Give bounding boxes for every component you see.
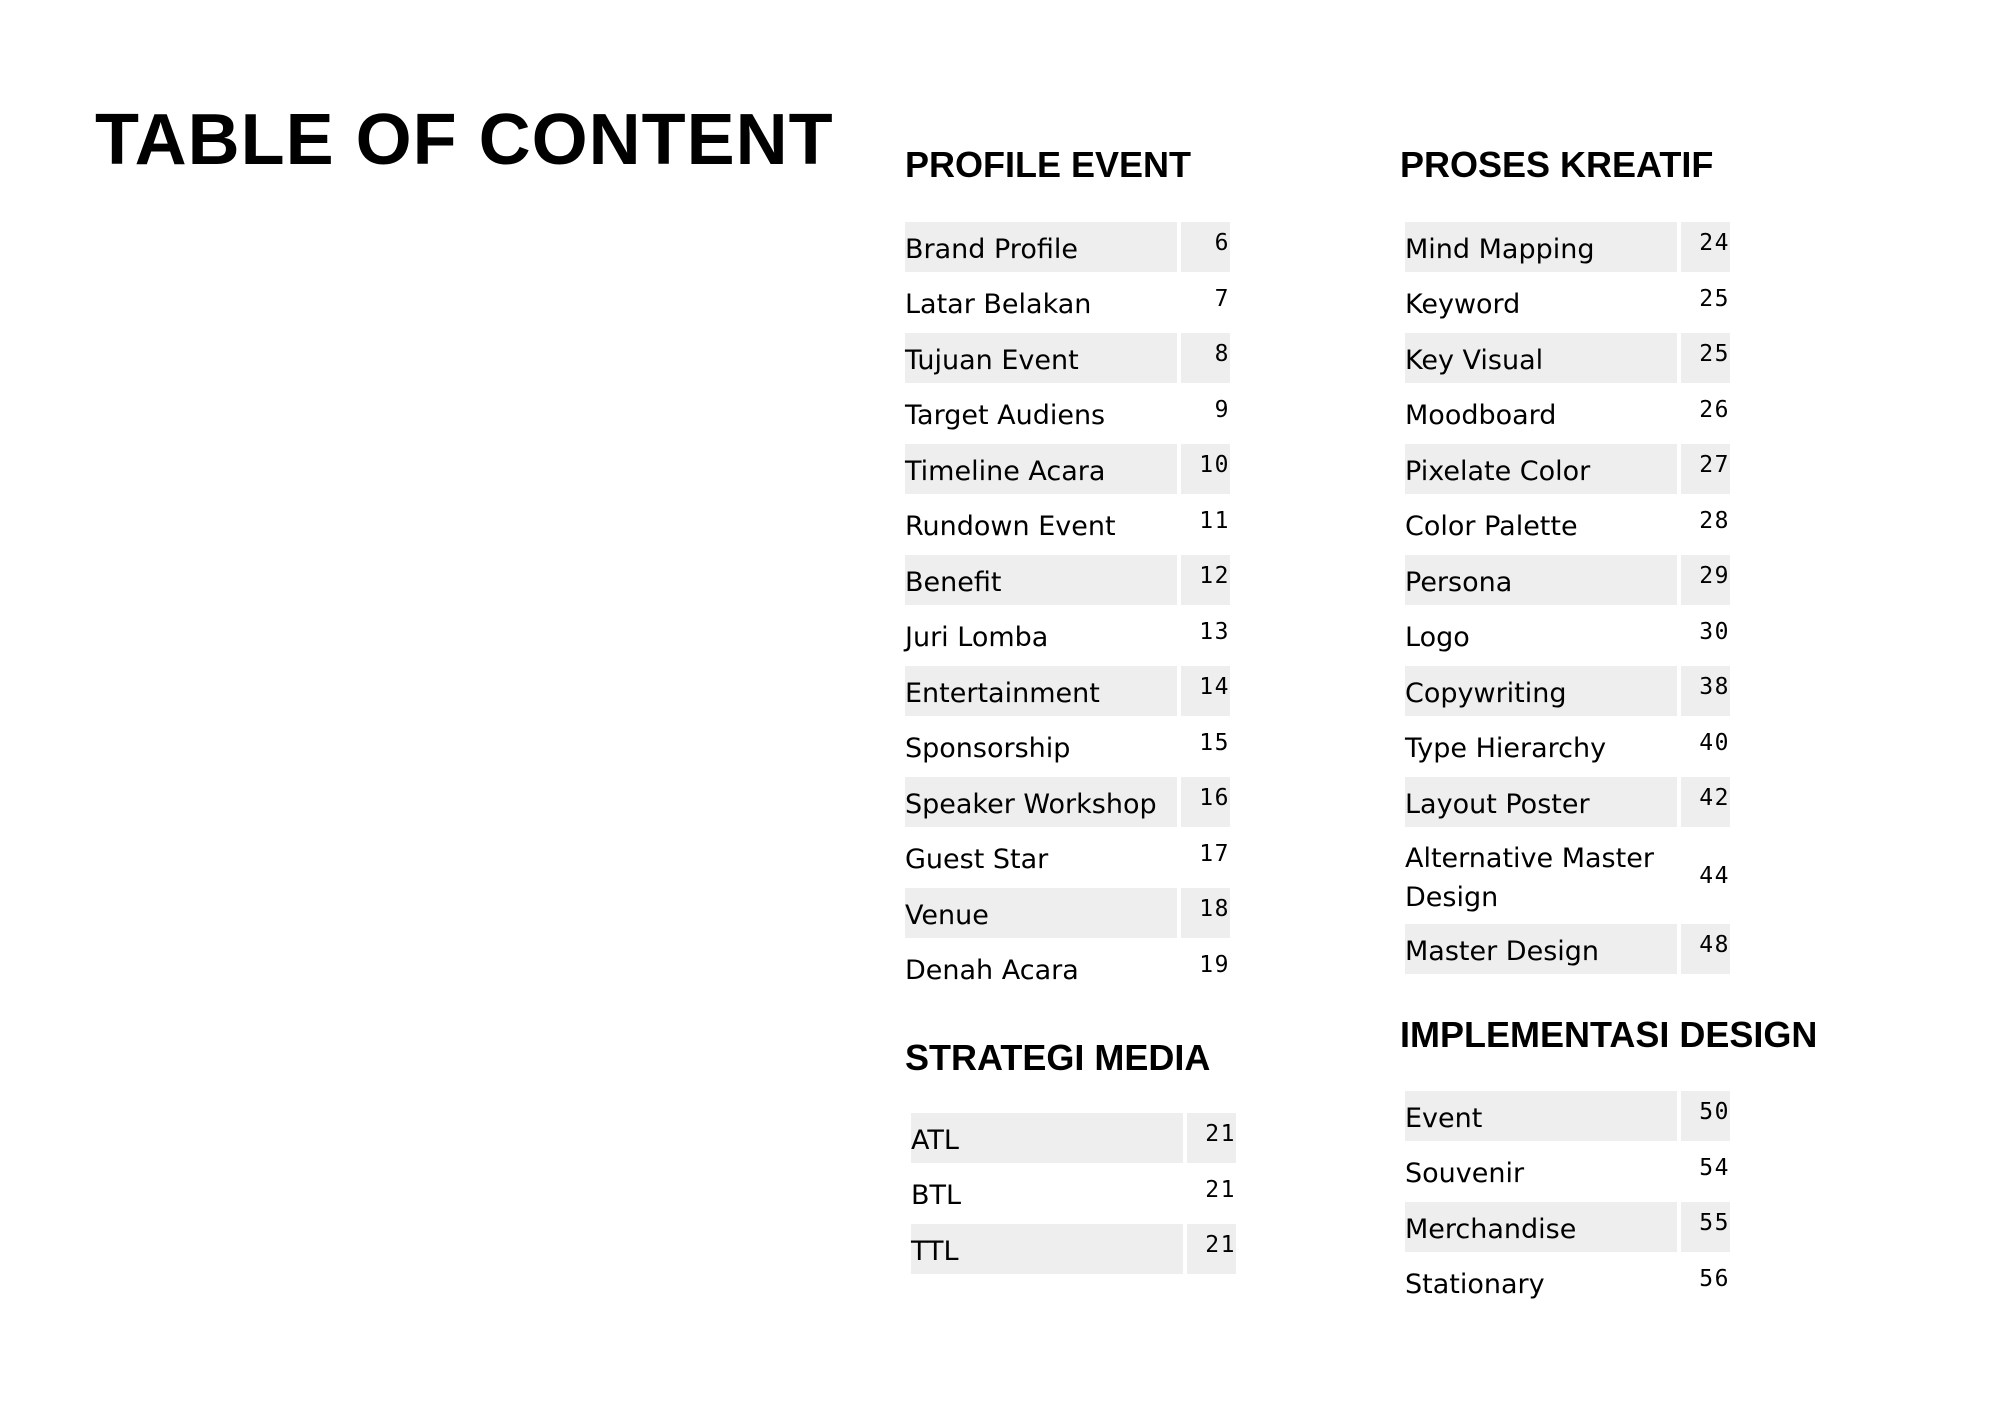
toc-entry-label: Keyword	[1405, 289, 1521, 320]
toc-entry-label: Tujuan Event	[905, 344, 1079, 376]
toc-entry-label: Key Visual	[1405, 344, 1544, 376]
toc-row	[905, 833, 1230, 883]
toc-row	[1405, 444, 1730, 494]
toc-page-number: 25	[1699, 341, 1730, 367]
toc-page-number: 9	[1214, 396, 1230, 423]
toc-page-number: 6	[1214, 230, 1230, 256]
toc-entry-label: Venue	[905, 899, 989, 931]
toc-entry-label: Guest Star	[905, 844, 1049, 875]
toc-page-number: 21	[1205, 1121, 1236, 1147]
toc-row	[1405, 833, 1730, 919]
toc-entry-label: Master Design	[1405, 935, 1600, 967]
toc-entry-label: Entertainment	[905, 677, 1100, 709]
toc-row	[1405, 1091, 1730, 1141]
toc-row	[1405, 222, 1730, 272]
toc-row	[905, 333, 1230, 383]
toc-entry-label: Benefit	[905, 566, 1002, 598]
toc-page-number: 8	[1214, 341, 1230, 367]
toc-page-number: 44	[1699, 862, 1730, 889]
toc-entry-label: Juri Lomba	[905, 622, 1049, 653]
toc-page-number: 26	[1699, 396, 1730, 423]
toc-list-strategi-media	[911, 1113, 1236, 1280]
toc-entry-label: Persona	[1405, 566, 1513, 598]
toc-page-number: 56	[1699, 1265, 1730, 1292]
toc-page-number: 10	[1199, 452, 1230, 478]
toc-entry-label: Stationary	[1405, 1269, 1545, 1300]
toc-row	[911, 1113, 1236, 1163]
toc-page-number: 11	[1199, 507, 1230, 534]
toc-page-number: 14	[1199, 674, 1230, 700]
toc-row	[1405, 555, 1730, 605]
toc-entry-label: TTL	[911, 1235, 959, 1267]
toc-list-implementasi-design	[1405, 1091, 1730, 1313]
toc-page-number: 29	[1699, 563, 1730, 589]
toc-page-number: 7	[1214, 285, 1230, 312]
toc-entry-label: ATL	[911, 1124, 959, 1156]
toc-row	[1405, 1147, 1730, 1197]
toc-row	[1405, 924, 1730, 974]
toc-row	[1405, 777, 1730, 827]
toc-entry-label: Mind Mapping	[1405, 233, 1595, 265]
toc-row	[1405, 666, 1730, 716]
toc-row	[905, 944, 1230, 994]
toc-page-number: 28	[1699, 507, 1730, 534]
toc-row	[1405, 389, 1730, 439]
toc-list-profile-event	[905, 222, 1230, 999]
toc-entry-label: Alternative Master Design	[1405, 842, 1654, 913]
section-heading-strategi-media: STRATEGI MEDIA	[905, 1037, 1211, 1078]
toc-row	[905, 888, 1230, 938]
toc-row	[905, 722, 1230, 772]
toc-entry-label: Sponsorship	[905, 733, 1071, 764]
toc-row	[905, 444, 1230, 494]
toc-row	[905, 222, 1230, 272]
section-heading-proses-kreatif: PROSES KREATIF	[1400, 144, 1714, 185]
toc-entry-label: Color Palette	[1405, 511, 1578, 542]
toc-entry-label: Logo	[1405, 622, 1470, 653]
toc-page-number: 18	[1199, 896, 1230, 922]
toc-row	[1405, 278, 1730, 328]
section-heading-implementasi-design: IMPLEMENTASI DESIGN	[1400, 1014, 1818, 1055]
toc-entry-label: Layout Poster	[1405, 788, 1590, 820]
toc-row	[1405, 722, 1730, 772]
toc-list-proses-kreatif	[1405, 222, 1730, 980]
toc-entry-label: Latar Belakan	[905, 289, 1092, 320]
toc-row	[1405, 333, 1730, 383]
toc-row	[911, 1224, 1236, 1274]
toc-page-number: 13	[1199, 618, 1230, 645]
toc-page-number: 50	[1699, 1099, 1730, 1125]
toc-row	[1405, 611, 1730, 661]
toc-row	[905, 666, 1230, 716]
toc-page-number: 12	[1199, 563, 1230, 589]
toc-page-number: 25	[1699, 285, 1730, 312]
toc-entry-label: Brand Profile	[905, 233, 1078, 265]
toc-page-number: 21	[1205, 1176, 1236, 1203]
toc-page-number: 27	[1699, 452, 1730, 478]
toc-row	[905, 777, 1230, 827]
toc-entry-label: Target Audiens	[905, 400, 1106, 431]
page-title: TABLE OF CONTENT	[95, 100, 834, 180]
toc-entry-label: BTL	[911, 1180, 962, 1211]
toc-row	[1405, 500, 1730, 550]
toc-entry-label: Timeline Acara	[905, 455, 1106, 487]
toc-page-number: 17	[1199, 840, 1230, 867]
toc-page-number: 55	[1699, 1210, 1730, 1236]
toc-page-number: 19	[1199, 951, 1230, 978]
toc-page-number: 16	[1199, 785, 1230, 811]
toc-row	[905, 389, 1230, 439]
toc-row	[1405, 1258, 1730, 1308]
toc-row	[905, 611, 1230, 661]
toc-entry-label: Event	[1405, 1102, 1483, 1134]
toc-page-number: 48	[1699, 932, 1730, 958]
toc-row	[905, 500, 1230, 550]
toc-entry-label: Copywriting	[1405, 677, 1567, 709]
toc-row	[905, 555, 1230, 605]
toc-entry-label: Moodboard	[1405, 400, 1557, 431]
toc-page-number: 15	[1199, 729, 1230, 756]
toc-page-number: 42	[1699, 785, 1730, 811]
toc-page-number: 21	[1205, 1232, 1236, 1258]
toc-entry-label: Type Hierarchy	[1405, 733, 1607, 764]
toc-entry-label: Speaker Workshop	[905, 788, 1157, 820]
toc-row	[905, 278, 1230, 328]
toc-page-number: 24	[1699, 230, 1730, 256]
toc-entry-label: Pixelate Color	[1405, 455, 1591, 487]
toc-row	[1405, 1202, 1730, 1252]
toc-page-number: 38	[1699, 674, 1730, 700]
toc-page-number: 54	[1699, 1154, 1730, 1181]
toc-entry-label: Merchandise	[1405, 1213, 1577, 1245]
toc-entry-label: Souvenir	[1405, 1158, 1525, 1189]
toc-page-number: 40	[1699, 729, 1730, 756]
toc-entry-label: Denah Acara	[905, 955, 1079, 986]
toc-entry-label: Rundown Event	[905, 511, 1116, 542]
toc-page-number: 30	[1699, 618, 1730, 645]
toc-row	[911, 1169, 1236, 1219]
section-heading-profile-event: PROFILE EVENT	[905, 144, 1192, 185]
